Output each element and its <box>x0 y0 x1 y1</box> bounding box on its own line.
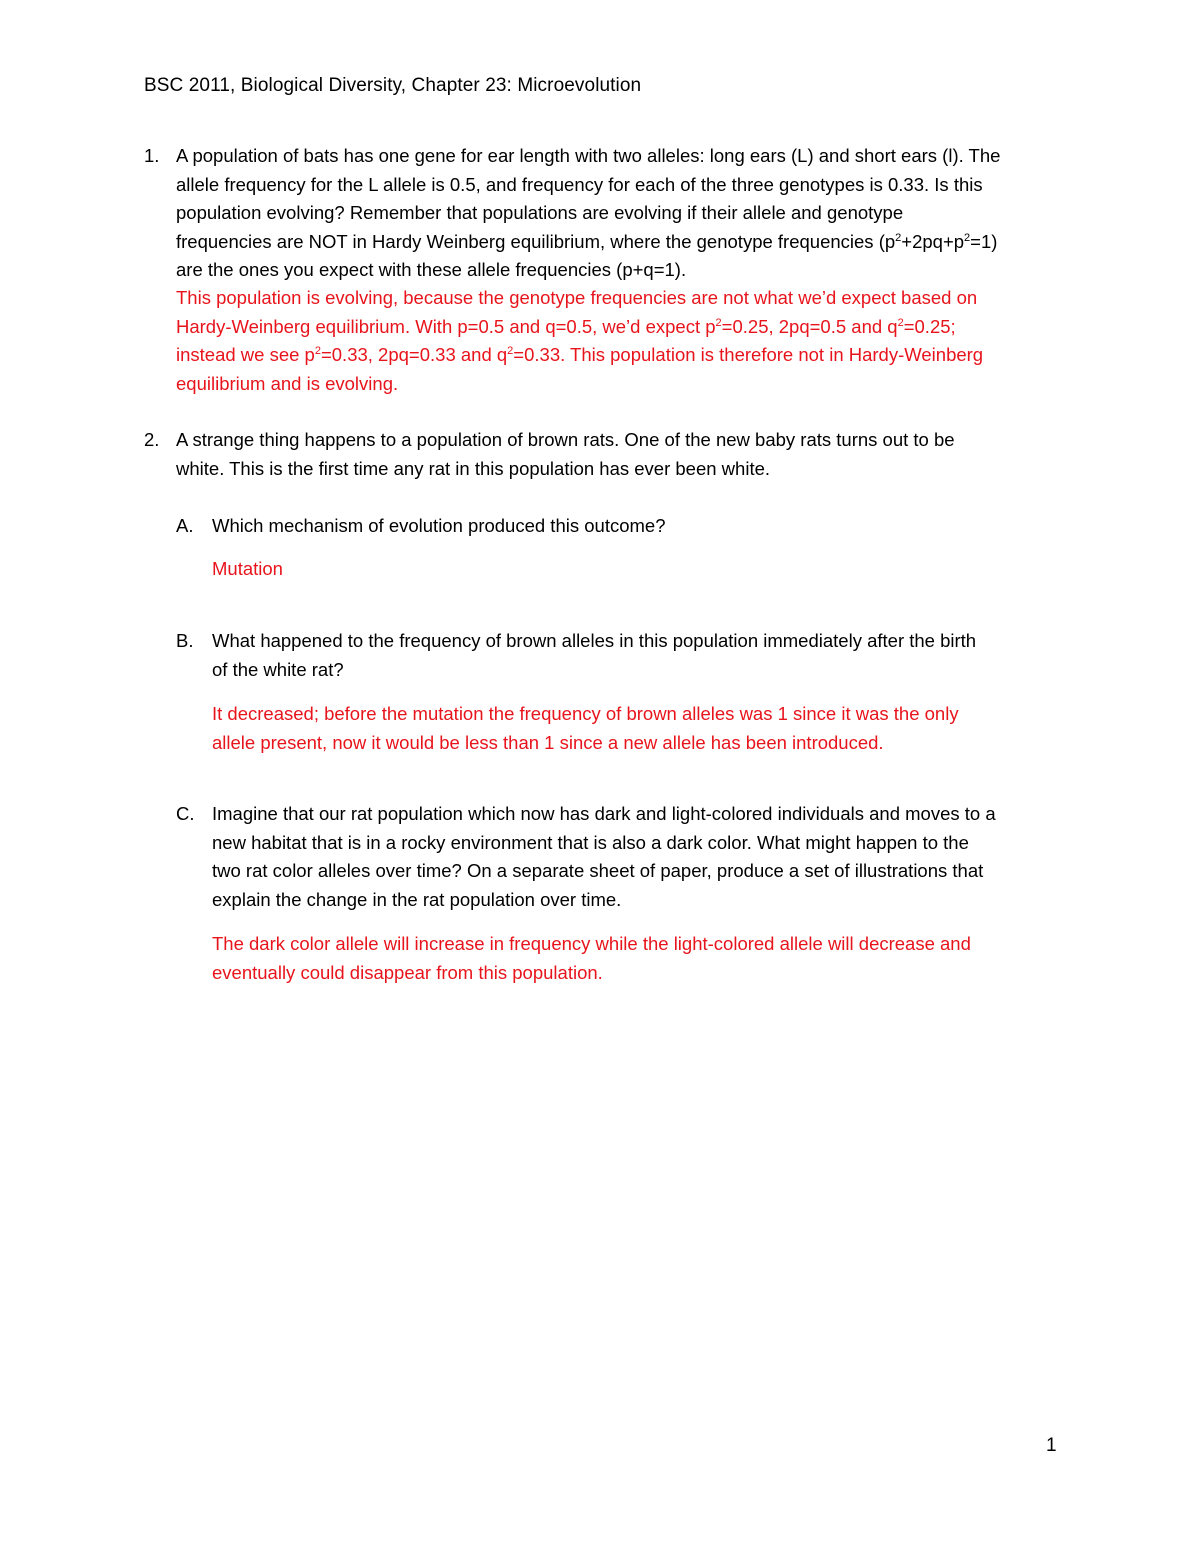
question-1-number: 1. <box>144 145 160 166</box>
question-1-line: are the ones you expect with these allele frequencies (p+q=1). <box>176 259 687 280</box>
subquestion-c-answer-line: The dark color allele will increase in frequency while the light-colored allele will decrease and <box>212 933 971 954</box>
question-1-line: A population of bats has one gene for ear length with two alleles: long ears (L) and short ears (l). The <box>176 145 1001 166</box>
question-1-text <box>176 142 1076 285</box>
subquestion-b-text <box>212 627 1062 684</box>
answer-1-line: equilibrium and is evolving. <box>176 372 399 394</box>
subquestion-c-text <box>212 800 1067 914</box>
subquestion-b-answer-line: allele present, now it would be less than 1 since a new allele has been introduced. <box>212 731 884 753</box>
subquestion-b-line: What happened to the frequency of brown alleles in this population immediately after the birth <box>212 630 977 651</box>
question-2-text <box>176 426 1056 483</box>
question-1-line: allele frequency for the L allele is 0.5, and frequency for each of the three genotypes is 0.33. Is this <box>176 173 983 195</box>
question-2-number: 2. <box>144 429 160 450</box>
question-1-line: frequencies are NOT in Hardy Weinberg equilibrium, where the genotype frequencies $(p^2+2pq+p^2=1)$ <box>176 230 998 252</box>
question-2-line: A strange thing happens to a population of brown rats. One of the new baby rats turns out to be <box>176 429 955 450</box>
subquestion-c-line: two rat color alleles over time? On a separate sheet of paper, produce a set of illustrations that <box>212 860 984 881</box>
subquestion-a-letter: A. <box>176 515 194 536</box>
subquestion-b-letter: B. <box>176 630 194 651</box>
answer-1-line: instead we see $p^2=0.33$, 2pq=0.33 and $q^2=0.33$. This population is therefore not in Hardy-Weinberg <box>176 344 984 365</box>
subquestion-c-line: explain the change in the rat population over time. <box>212 888 622 910</box>
subquestion-c-line: Imagine that our rat population which now has dark and light-colored individuals and moves to a <box>212 803 996 824</box>
subquestion-a-answer: Mutation <box>212 558 283 579</box>
question-1-line: population evolving? Remember that populations are evolving if their allele and genotype <box>176 202 904 223</box>
page-number: 1 <box>1046 1435 1057 1456</box>
subquestion-b-line: of the white rat? <box>212 658 344 680</box>
subquestion-a-text: Which mechanism of evolution produced this outcome? <box>212 515 666 536</box>
subquestion-b-answer <box>212 700 1062 757</box>
subquestion-c-line: new habitat that is in a rocky environment that is also a dark color. What might happen to the <box>212 831 969 853</box>
subquestion-c-letter: C. <box>176 803 195 824</box>
answer-1-line: Hardy-Weinberg equilibrium. With p=0.5 and q=0.5, we’d expect $p^2=0.25$, 2pq=0.5 and $q^2=0.25$; <box>176 315 956 337</box>
answer-1 <box>176 284 1076 398</box>
subquestion-b-answer-line: It decreased; before the mutation the frequency of brown alleles was 1 since it was the only <box>212 703 959 724</box>
subquestion-c-answer <box>212 930 1062 987</box>
answer-1-line: This population is evolving, because the genotype frequencies are not what we’d expect based on <box>176 287 978 308</box>
subquestion-c-answer-line: eventually could disappear from this population. <box>212 961 603 983</box>
page-header: BSC 2011, Biological Diversity, Chapter 23: Microevolution <box>144 75 642 96</box>
question-2-line: white. This is the first time any rat in this population has ever been white. <box>176 457 771 479</box>
